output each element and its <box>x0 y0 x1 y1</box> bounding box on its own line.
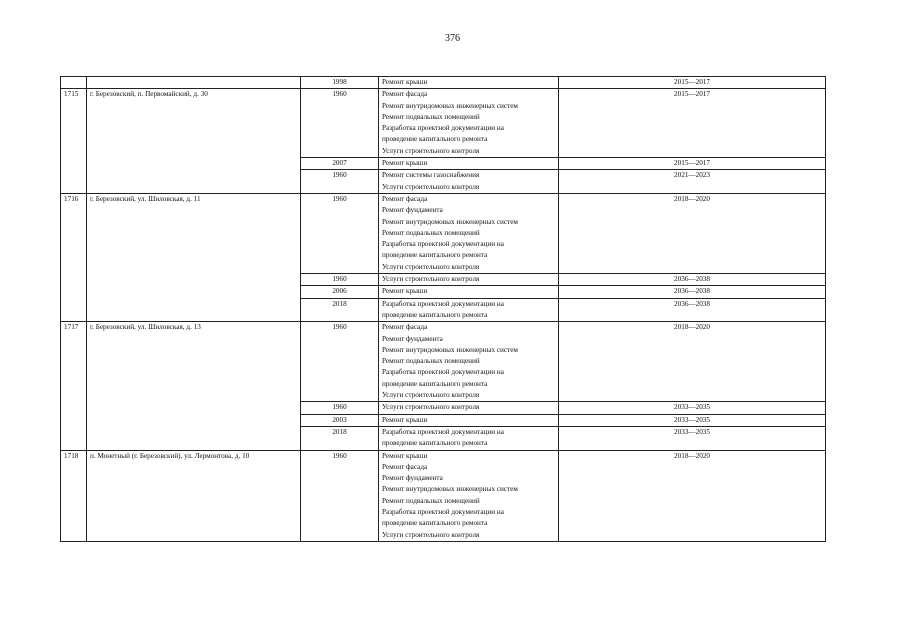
year-cell: 2018 <box>301 298 379 322</box>
work-item: проведение капитального ремонта <box>382 135 488 144</box>
period-cell: 2033—2035 <box>559 426 826 450</box>
work-item: Ремонт крыши <box>382 451 428 460</box>
period-cell: 2015—2017 <box>559 89 826 158</box>
address-cell: п. Монетный (г. Березовский), ул. Лермонтова, д. 10 <box>87 450 301 541</box>
work-item: Разработка проектной документации на <box>382 124 504 133</box>
year-cell: 1960 <box>301 193 379 273</box>
works-cell <box>379 89 559 158</box>
period-cell: 2036—2038 <box>559 286 826 298</box>
period-cell: 2018—2020 <box>559 450 826 541</box>
work-item: Разработка проектной документации на <box>382 368 504 377</box>
year-cell: 1998 <box>301 77 379 89</box>
works-cell <box>379 450 559 541</box>
address-cell: г. Березовский, ул. Шиловская, д. 11 <box>87 193 301 321</box>
house-number-cell: 1715 <box>61 89 87 194</box>
work-item: Разработка проектной документации на <box>382 427 504 436</box>
work-item: Ремонт фундамента <box>382 474 443 483</box>
table-row <box>61 89 826 158</box>
period-cell: 2021—2023 <box>559 170 826 194</box>
work-item: Ремонт внутридомовых инженерных систем <box>382 485 518 494</box>
period-cell: 2018—2020 <box>559 193 826 273</box>
house-number-cell: 1716 <box>61 193 87 321</box>
works-cell <box>379 298 559 322</box>
work-item: Ремонт крыши <box>382 287 428 296</box>
year-cell: 1960 <box>301 322 379 402</box>
work-item: Услуги строительного контроля <box>382 182 480 191</box>
work-item: Услуги строительного контроля <box>382 275 480 284</box>
works-cell <box>379 322 559 402</box>
work-item: Разработка проектной документации на <box>382 507 504 516</box>
period-cell: 2033—2035 <box>559 402 826 414</box>
period-cell: 2036—2038 <box>559 274 826 286</box>
works-cell <box>379 193 559 273</box>
work-item: проведение капитального ремонта <box>382 519 488 528</box>
work-item: Ремонт фундамента <box>382 206 443 215</box>
year-cell: 1960 <box>301 402 379 414</box>
table-row <box>61 77 826 89</box>
year-cell: 1960 <box>301 170 379 194</box>
period-cell: 2015—2017 <box>559 158 826 170</box>
work-item: Ремонт системы газоснабжения <box>382 171 480 180</box>
page-number: 376 <box>445 33 460 44</box>
work-item: Ремонт подвальных помещений <box>382 496 480 505</box>
works-cell <box>379 402 559 414</box>
year-cell: 2007 <box>301 158 379 170</box>
work-item: Ремонт фасада <box>382 323 428 332</box>
works-cell <box>379 286 559 298</box>
work-item: проведение капитального ремонта <box>382 310 488 319</box>
works-cell <box>379 426 559 450</box>
work-item: Ремонт крыши <box>382 159 428 168</box>
work-item: Услуги строительного контроля <box>382 262 480 271</box>
period-cell: 2033—2035 <box>559 414 826 426</box>
house-number-cell: 1717 <box>61 322 87 450</box>
year-cell: 2006 <box>301 286 379 298</box>
table-body <box>61 77 826 542</box>
year-cell: 1960 <box>301 450 379 541</box>
house-number-cell <box>61 77 87 89</box>
year-cell: 1960 <box>301 89 379 158</box>
work-item: Услуги строительного контроля <box>382 403 480 412</box>
table-row <box>61 450 826 541</box>
works-cell <box>379 274 559 286</box>
house-number-cell: 1718 <box>61 450 87 541</box>
table-row <box>61 193 826 273</box>
work-item: Ремонт подвальных помещений <box>382 112 480 121</box>
period-cell: 2036—2038 <box>559 298 826 322</box>
work-item: Ремонт внутридомовых инженерных систем <box>382 101 518 110</box>
works-cell <box>379 158 559 170</box>
work-item: Ремонт внутридомовых инженерных систем <box>382 345 518 354</box>
work-item: Ремонт внутридомовых инженерных систем <box>382 217 518 226</box>
year-cell: 2003 <box>301 414 379 426</box>
work-item: Услуги строительного контроля <box>382 530 480 539</box>
work-item: Ремонт крыши <box>382 415 428 424</box>
address-cell: г. Березовский, ул. Шиловская, д. 13 <box>87 322 301 450</box>
work-item: Ремонт подвальных помещений <box>382 228 480 237</box>
period-cell: 2018—2020 <box>559 322 826 402</box>
work-item: Ремонт подвальных помещений <box>382 357 480 366</box>
work-item: Услуги строительного контроля <box>382 391 480 400</box>
address-cell <box>87 77 301 89</box>
address-cell: г. Березовский, п. Первомайский, д. 30 <box>87 89 301 194</box>
work-item: Ремонт фасада <box>382 90 428 99</box>
work-item: Ремонт фундамента <box>382 334 443 343</box>
work-item: Ремонт фасада <box>382 194 428 203</box>
works-cell <box>379 170 559 194</box>
work-item: Услуги строительного контроля <box>382 146 480 155</box>
works-cell <box>379 77 559 89</box>
work-item: Разработка проектной документации на <box>382 240 504 249</box>
table-row <box>61 322 826 402</box>
work-item: Ремонт фасада <box>382 462 428 471</box>
work-item: проведение капитального ремонта <box>382 439 488 448</box>
year-cell: 2018 <box>301 426 379 450</box>
work-item: проведение капитального ремонта <box>382 379 488 388</box>
work-item: Разработка проектной документации на <box>382 299 504 308</box>
repair-plan-table <box>60 76 826 542</box>
year-cell: 1960 <box>301 274 379 286</box>
period-cell: 2015—2017 <box>559 77 826 89</box>
work-item: проведение капитального ремонта <box>382 251 488 260</box>
works-cell <box>379 414 559 426</box>
work-item: Ремонт крыши <box>382 78 428 86</box>
